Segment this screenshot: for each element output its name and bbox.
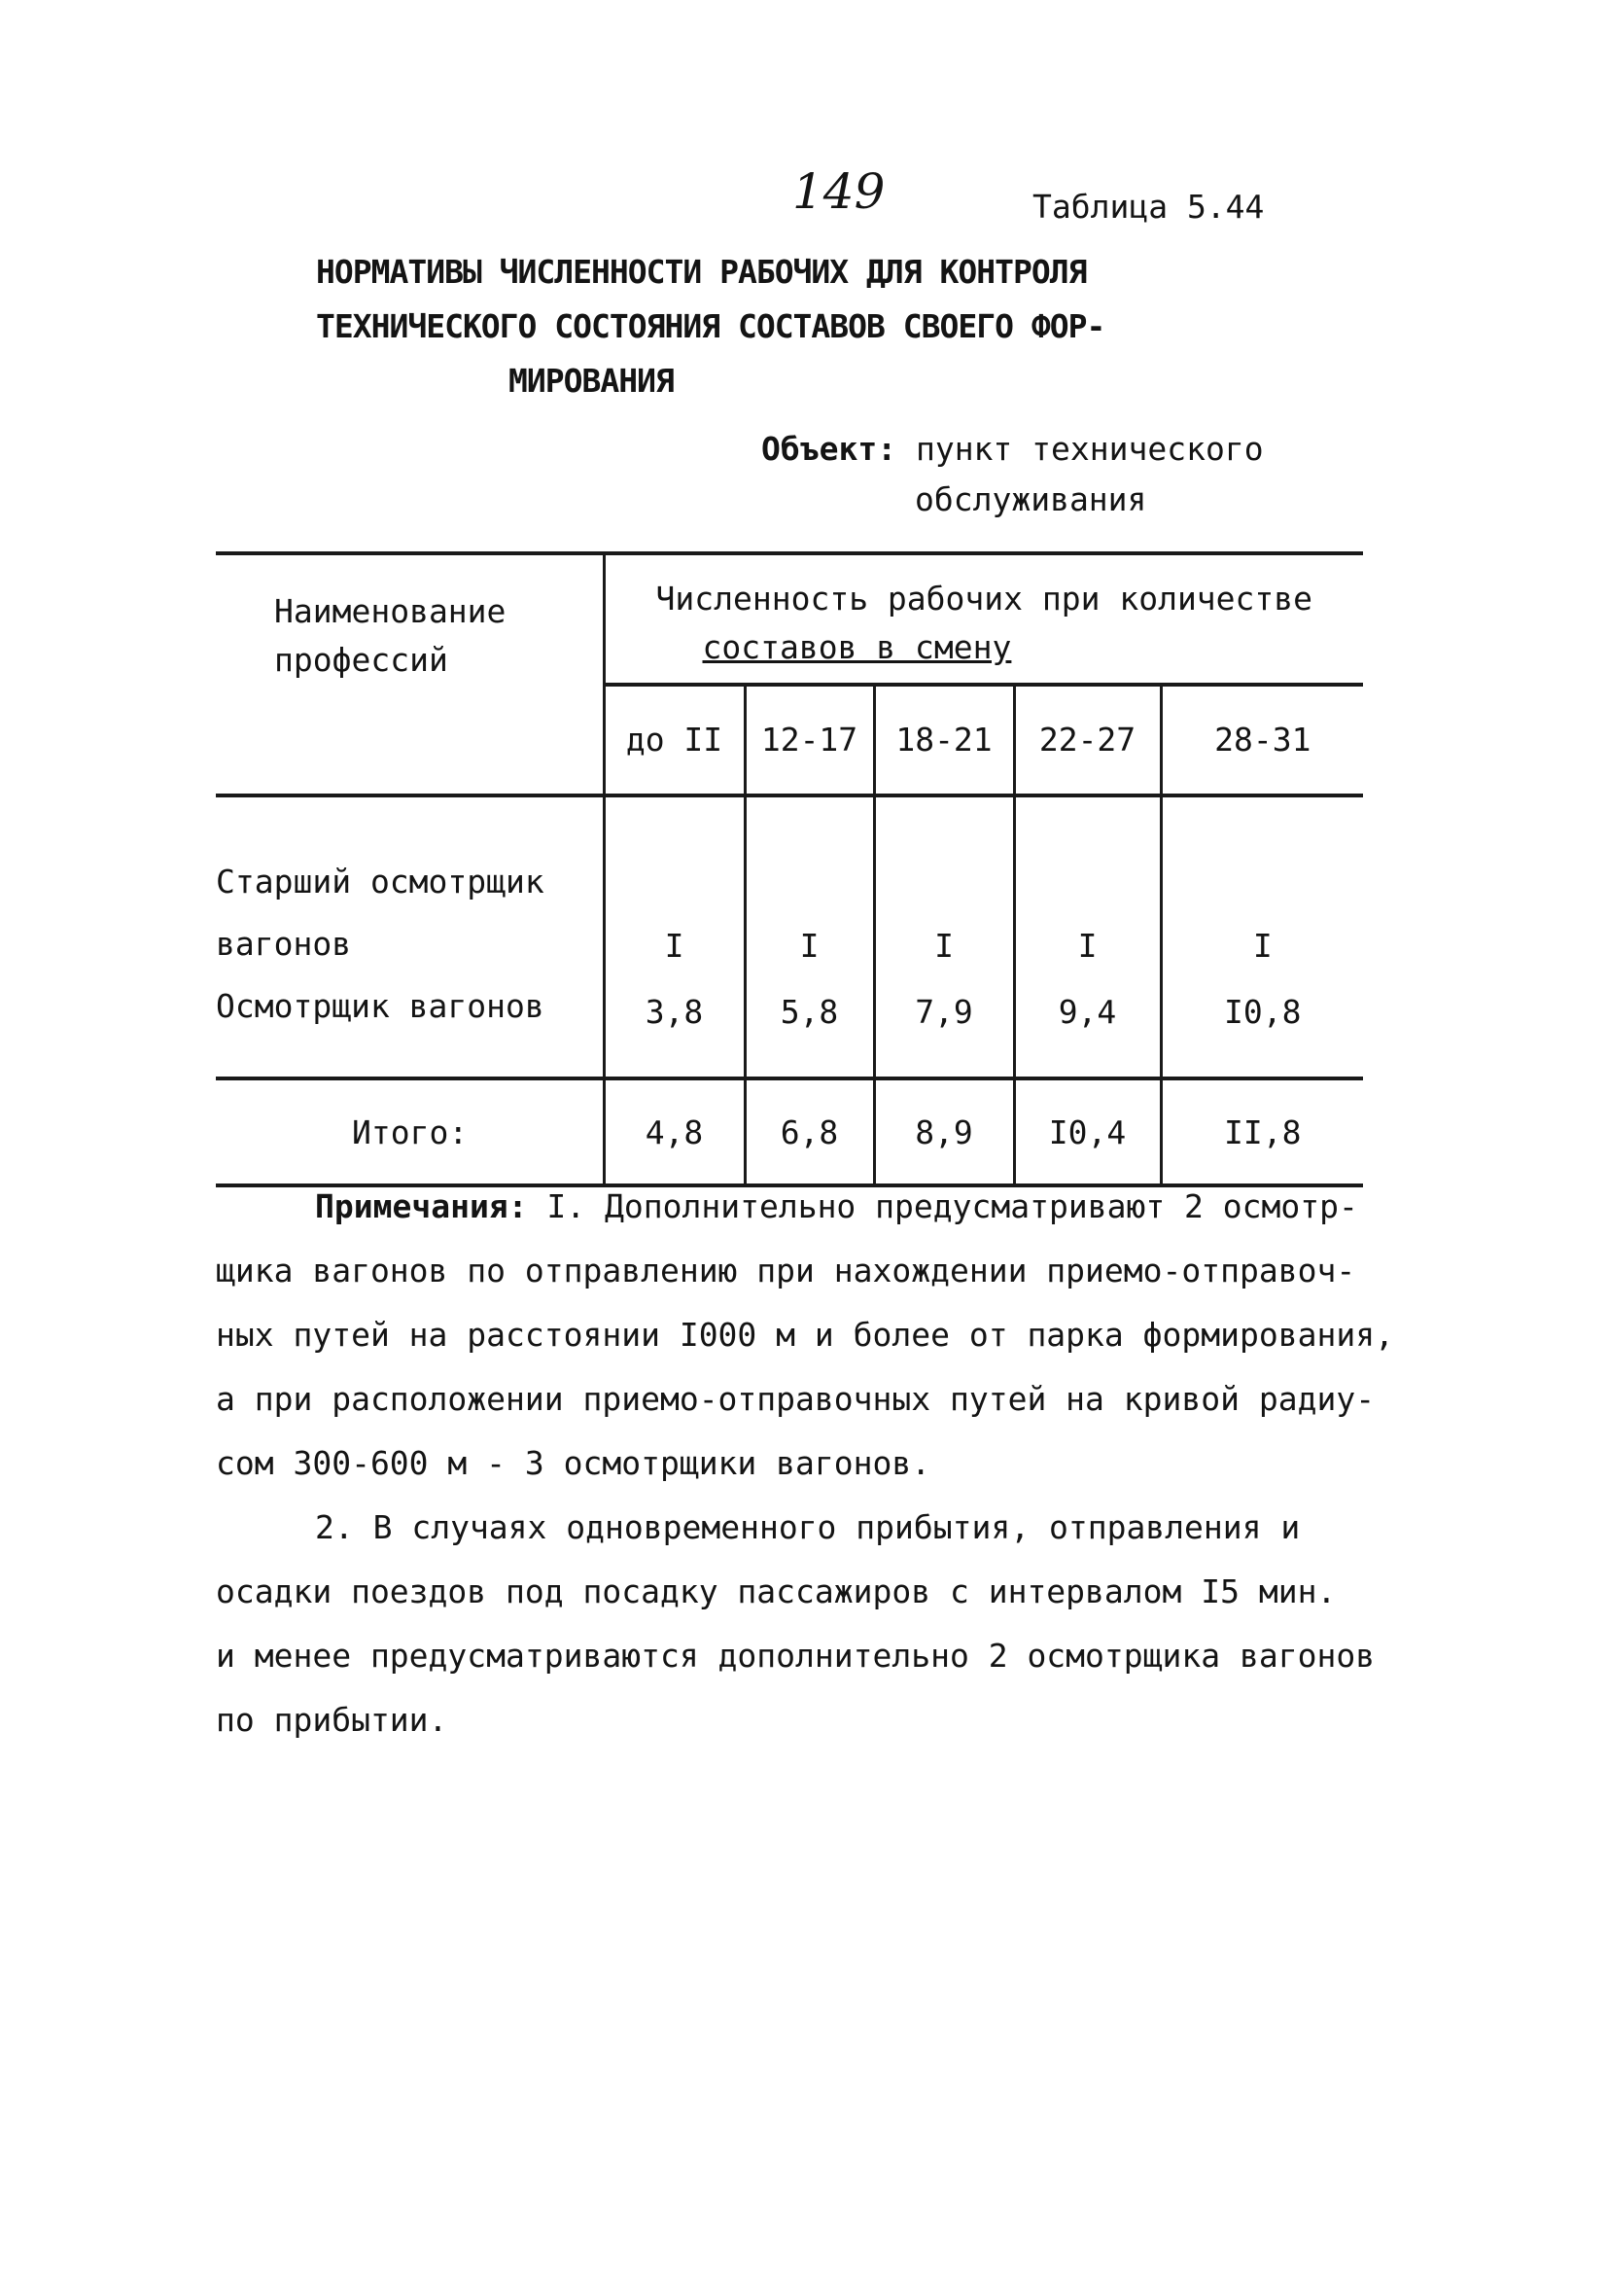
note-line: и менее предусматриваются дополнительно 2 осмотрщика вагонов: [216, 1637, 1376, 1675]
note-line: щика вагонов по отправлению при нахождении приемо-отправоч-: [216, 1252, 1356, 1289]
value-cell: I 7,9: [874, 795, 1014, 1078]
total-value: II,8: [1161, 1078, 1363, 1185]
total-row: [216, 1078, 1363, 1185]
column-header: до II: [604, 685, 745, 795]
column-header: 28-31: [1161, 685, 1363, 795]
object-info: [761, 424, 1264, 525]
value-cell: I 9,4: [1014, 795, 1161, 1078]
value-cell: I 3,8: [604, 795, 745, 1078]
note-line: сом 300-600 м - 3 осмотрщики вагонов.: [216, 1444, 931, 1482]
notes: [216, 1175, 1394, 1752]
total-label: Итого:: [216, 1078, 604, 1185]
value-cell: I I0,8: [1224, 927, 1302, 1031]
page-number: 149: [792, 163, 886, 220]
header-profession: Наименование профессий: [216, 553, 604, 795]
title-line: ТЕХНИЧЕСКОГО СОСТОЯНИЯ СОСТАВОВ СВОЕГО ФОР-: [316, 307, 1105, 345]
note-line: I. Дополнительно предусматривают 2 осмотр-: [546, 1187, 1358, 1225]
table-body-row: [216, 795, 1363, 1078]
staffing-norms-table: [216, 551, 1363, 1187]
total-value: 6,8: [745, 1078, 874, 1185]
note-line: 2. В случаях одновременного прибытия, отправления и: [315, 1508, 1301, 1546]
note-line: осадки поездов под посадку пассажиров с интервалом I5 мин.: [216, 1572, 1337, 1610]
note-line: а при расположении приемо-отправочных путей на кривой радиу-: [216, 1380, 1376, 1418]
value-cell: I 5,8: [745, 795, 874, 1078]
table-number: Таблица 5.44: [1032, 188, 1265, 226]
note-line: ных путей на расстоянии I000 м и более от парка формирования,: [216, 1316, 1394, 1354]
header-group: Численность рабочих при количестве составов в смену: [604, 553, 1363, 685]
title-line: НОРМАТИВЫ ЧИСЛЕННОСТИ РАБОЧИХ ДЛЯ КОНТРОЛЯ: [316, 253, 1087, 291]
total-value: 4,8: [604, 1078, 745, 1185]
document-title: [316, 245, 1104, 408]
note-line: по прибытии.: [216, 1701, 448, 1739]
object-value-cont: обслуживания: [915, 480, 1147, 518]
object-value: пункт технического: [915, 430, 1264, 468]
column-header: 12-17: [745, 685, 874, 795]
title-line: МИРОВАНИЯ: [508, 362, 674, 400]
total-value: 8,9: [874, 1078, 1014, 1185]
notes-heading: Примечания:: [315, 1187, 528, 1225]
column-header: 22-27: [1014, 685, 1161, 795]
total-value: I0,4: [1014, 1078, 1161, 1185]
column-header: 18-21: [874, 685, 1014, 795]
profession-cell: Старший осмотрщик вагонов Осмотрщик вагонов: [216, 795, 604, 1078]
object-label: Объект:: [761, 430, 897, 468]
